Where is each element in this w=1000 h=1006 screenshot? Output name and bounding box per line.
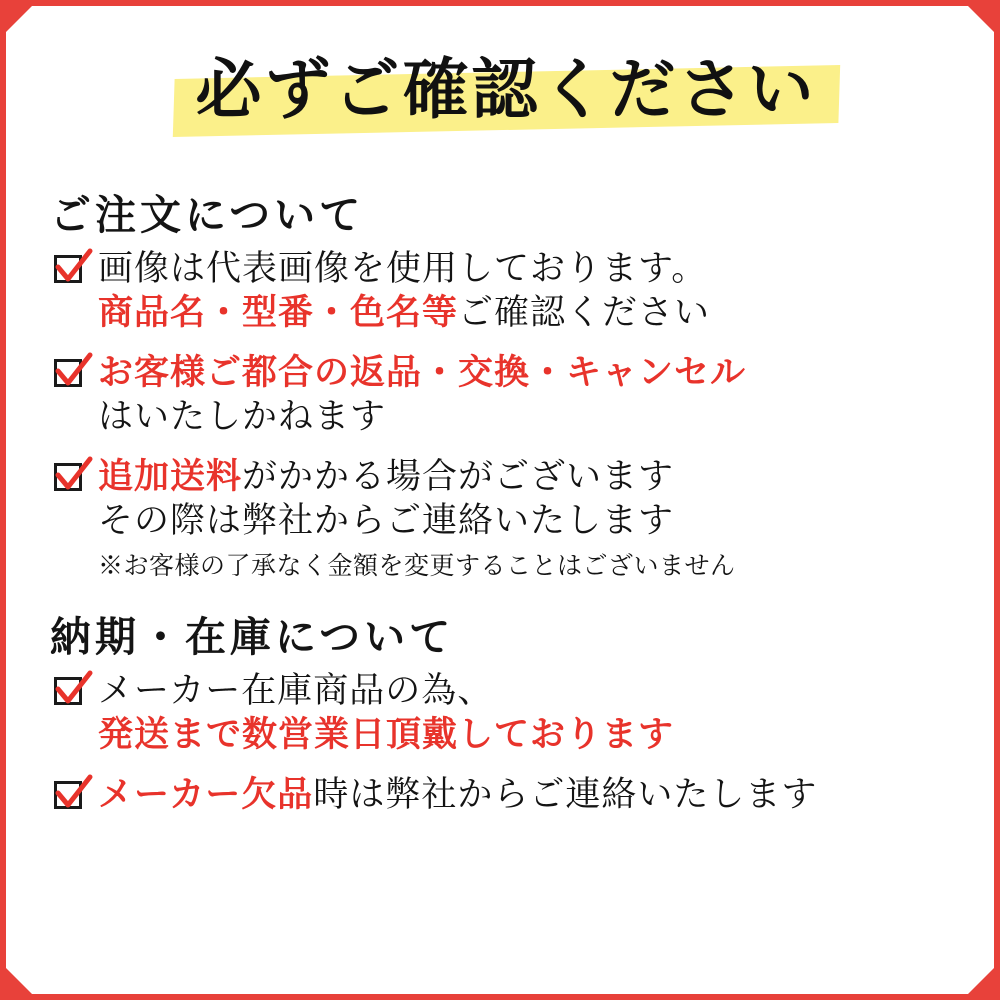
text-run-emphasis: 追加送料 — [98, 456, 243, 498]
list-item-note: ※お客様の了承なく金額を変更することはございません — [98, 550, 736, 580]
list-item — [54, 351, 1000, 439]
checkbox-checked-icon — [54, 253, 88, 287]
text-run-emphasis: お客様ご都合の返品・交換・キャンセル — [98, 352, 747, 394]
page-title-text: 必ずご確認ください — [195, 51, 817, 128]
checkbox-checked-icon — [54, 675, 88, 709]
text-run: その際は弊社からご連絡いたします — [98, 501, 675, 542]
text-run: メーカー在庫商品の為、 — [98, 670, 494, 711]
text-run: ご確認ください — [458, 293, 711, 334]
list-item-line — [98, 247, 1000, 291]
list-item — [54, 455, 1000, 581]
text-run: 画像は代表画像を使用しております。 — [98, 249, 708, 289]
text-run: 時は弊社からご連絡いたします — [313, 774, 818, 815]
list-item-lines — [98, 773, 1000, 817]
list-item-line — [98, 291, 1000, 335]
page-title — [174, 50, 839, 133]
section-heading-order: ご注文について — [50, 191, 365, 239]
list-item-line — [98, 499, 1000, 543]
list-item-line — [98, 455, 1000, 499]
list-item-line — [98, 395, 1000, 439]
checkbox-checked-icon — [54, 779, 88, 813]
section-heading-delivery: 納期・在庫について — [50, 612, 455, 661]
text-run-emphasis: メーカー欠品 — [98, 773, 314, 815]
list-item-lines — [98, 455, 1000, 581]
text-run-emphasis: 発送まで数営業日頂戴しております — [98, 713, 675, 755]
notice-content — [6, 6, 1000, 1006]
text-run-emphasis: 商品名・型番・色名等 — [98, 292, 459, 334]
list-item-line — [98, 713, 1000, 757]
list-item-lines — [98, 247, 1000, 335]
list-item — [54, 669, 1000, 757]
checkbox-checked-icon — [54, 461, 88, 495]
list-item-line — [98, 773, 1000, 817]
checkbox-checked-icon — [54, 357, 88, 391]
list-item-line — [98, 669, 1000, 713]
page-title-wrapper — [6, 50, 1000, 146]
text-run: はいたしかねます — [98, 397, 387, 438]
list-item-line — [98, 351, 1000, 395]
list-item — [54, 247, 1000, 335]
list-item-lines — [98, 351, 1000, 439]
list-item — [54, 773, 1000, 817]
text-run: がかかる場合がございます — [242, 457, 675, 498]
list-item-lines — [98, 669, 1000, 757]
